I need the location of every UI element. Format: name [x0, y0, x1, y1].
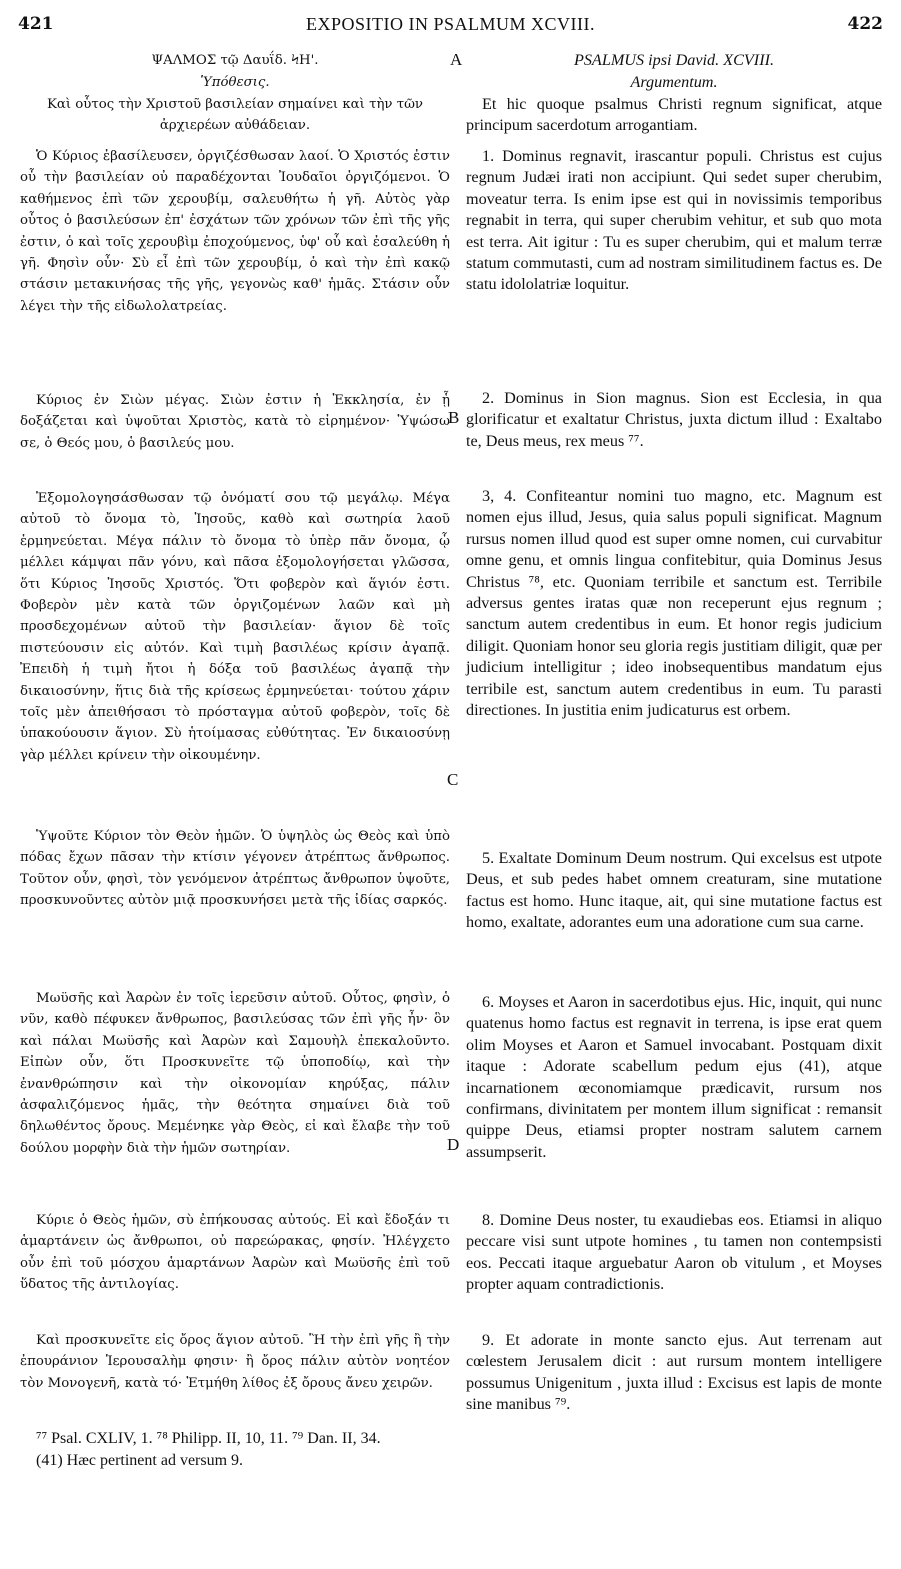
greek-verse-3-4: Ἐξομολογησάσθωσαν τῷ ὀνόματί σου τῷ μεγάλῳ. Μέγα αὐτοῦ τὸ ὄνομα τὸ, Ἰησοῦς, καθὸ καὶ σωτηρία λαοῦ ἑρμηνεύεται. Μέγα πάλιν τὸ ὄνομα τὸ ὑπὲρ πᾶν ὄνομα, ᾧ μέλλει κάμψαι πᾶν γόνυ, καὶ πᾶσα ἐξομολογήσεται γλῶσσα, ὅτι Κύριος Ἰησοῦς Χριστός. Ὅτι φοβερὸν καὶ ἅγιόν ἐστι. Φοβερὸν μὲν κατὰ τῶν ὀργιζομένων λαῶν καὶ μὴ προσδεχομένων αὐτοῦ τὴν βασιλείαν· ἅγιον δὲ τοῖς πιστεύουσιν εἰς αὐτόν. Καὶ τιμὴ βασιλέως κρίσιν ἀγαπᾷ. Ἐπειδὴ ἡ τιμὴ ἤτοι ἡ δόξα τοῦ βασιλέως ἀγαπᾷ τὴν δικαιοσύνην, ἥτις διὰ τῆς κρίσεως ἑρμηνεύεται· τούτου χάριν τοῖς μὲν ἀπειθήσασι τὸ πρόσταγμα αὐτοῦ φοβερὸν, τοῖς δὲ ὑπακούουσιν ἅγιον. Σὺ ἡτοίμασας εὐθύτητας. Ἐν δικαιοσύνῃ γὰρ μέλλει κρίνειν τὴν οἰκουμένην.: [20, 491, 450, 763]
latin-verse-5: 5. Exaltate Dominum Deum nostrum. Qui excelsus est utpote Deus, et sub pedes habet omnem creaturam, sine mutatione factus est homo. Hunc itaque, ait, qui sine mutatione factus est homo, exaltate, adorantes eum una adoratione cum sua carne.: [466, 849, 882, 932]
latin-verse-3-4: 3, 4. Confiteantur nomini tuo magno, etc. Magnum est nomen ejus illud, Jesus, quia salus populi significat. Magnum rursus nomen illud quod est super omne nomen, cui curvabitur omne genu, et omnis lingua confitebitur, quia Dominus Jesus Christus ⁷⁸, etc. Quoniam terribile et sanctum est. Terribile adversus gentes iratas quæ non receperunt ejus regnum ; sanctum autem credentibus in eum. Et honor regis judicium diligit. Quoniam honor seu gloria regis justitiam diligit, quæ per judicium intelligitur ; ideo inobsequentibus mandatum ejus terribile est, sanctum autem credentibus in eum. Tu parasti directiones. In justitia enim judicaturus est orbem.: [466, 487, 882, 720]
latin-verse-6: 6. Moyses et Aaron in sacerdotibus ejus. Hic, inquit, qui nunc quatenus homo factus est regnavit in terrena, is ipse erat quem olim Moyses et Aaron et Samuel invocabant. Postquam dixit itaque : Adorate scabellum pedum ejus (41), atque incarnationem œconomiamque prædicavit, rursum nos confirmans, divinitatem per montem illum significat : remansit quippe Deus, etiamsi propter nostram salutem carnem assumpserit.: [466, 993, 882, 1161]
page-number-left: 421: [18, 14, 54, 34]
latin-verse-1: 1. Dominus regnavit, irascantur populi. Christus est cujus regnum Judæi irati non accipiunt. Qui sedet super cherubim, moveatur terra. Is enim ipse est qui in novissimis temporibus regnabit in terra, qui super cherubim vehitur, et sub quo mota est terra. Ait igitur : Tu es super cherubim, qui et malum terræ statum commutasti, cum ad nostram similitudinem factus es. De statu idololatriæ loquitur.: [466, 147, 882, 294]
footnote-41: (41) Hæc pertinent ad versum 9.: [36, 1452, 244, 1469]
margin-marker-a: A: [450, 50, 463, 69]
greek-hypothesis: Καὶ οὗτος τὴν Χριστοῦ βασιλείαν σημαίνει καὶ τὴν τῶν ἀρχιερέων αὐθάδειαν.: [46, 97, 424, 134]
greek-title: ΨΑΛΜΟΣ τῷ Δαυΐδ. ϞΗ'.: [151, 53, 319, 68]
latin-verse-2: 2. Dominus in Sion magnus. Sion est Ecclesia, in qua glorificatur et exaltatur Christus, juxta dictum illud : Exaltabo te, Deus meus, rex meus ⁷⁷.: [466, 389, 882, 450]
margin-marker-c: C: [447, 770, 459, 789]
greek-verse-2: Κύριος ἐν Σιὼν μέγας. Σιὼν ἐστιν ἡ Ἐκκλησία, ἐν ᾗ δοξάζεται καὶ ὑψοῦται Χριστὸς, κατὰ τὸ εἰρημένον· Ὑψώσω σε, ὁ Θεός μου, ὁ βασιλεύς μου.: [20, 393, 450, 451]
margin-marker-b: B: [448, 408, 460, 427]
footnotes: [36, 1428, 876, 1472]
margin-marker-d: D: [447, 1135, 460, 1154]
latin-title: PSALMUS ipsi David. XCVIII.: [573, 51, 775, 69]
greek-verse-8: Κύριε ὁ Θεὸς ἡμῶν, σὺ ἐπήκουσας αὐτούς. Εἰ καὶ ἔδοξάν τι ἁμαρτάνειν ὡς ἄνθρωποι, οὐ παρεώρακας, φησίν. Ἠλέγχετο οὖν ἐπὶ τοῦ μόσχου ἁμαρτάνων Ἀαρὼν καὶ Μωϋσῆς ἐπὶ τοῦ ὕδατος τῆς ἀντιλογίας.: [20, 1213, 450, 1293]
greek-verse-9: Καὶ προσκυνεῖτε εἰς ὄρος ἅγιον αὐτοῦ. Ἢ τὴν ἐπὶ γῆς ἢ τὴν ἐπουράνιον Ἱερουσαλὴμ φησιν· ἢ ὄρος πάλιν αὐτὸν νοητέον τὸν Μονογενῆ, κατὰ τό· Ἐτμήθη λίθος ἐξ ὄρους ἄνευ χειρῶν.: [20, 1333, 450, 1391]
greek-verse-1: Ὁ Κύριος ἐβασίλευσεν, ὀργιζέσθωσαν λαοί. Ὁ Χριστός ἐστιν οὗ τὴν βασιλείαν οὐ παραδέχονται Ἰουδαῖοι ὀργιζόμενοι. Ὁ καθήμενος ἐπὶ τῶν χερουβίμ, σαλευθήτω ἡ γῆ. Αὐτὸς γὰρ οὗτος ὁ βασιλεύσων ἐπ' ἐσχάτων τῶν χρόνων τῶν ἐπὶ τῆς γῆς ἐστιν, ὁ καὶ τοῖς χερουβὶμ ἐποχούμενος, ὑφ' οὗ καὶ ἐσαλεύθη ἡ γῆ. Φησὶν οὖν· Σὺ εἶ ἐπὶ τῶν χερουβίμ, ὁ καὶ τὴν ἐπὶ κακῷ στάσιν μετακινήσας τῆς γῆς, γεγονὼς καθ' ἡμᾶς. Στάσιν οὖν λέγει τὴν τῆς εἰδωλολατρείας.: [20, 149, 450, 314]
latin-argument: Et hic quoque psalmus Christi regnum significat, atque principum sacerdotum arrogantiam.: [466, 95, 882, 135]
running-title: EXPOSITIO IN PSALMUM XCVIII.: [305, 14, 595, 34]
latin-verse-9: 9. Et adorate in monte sancto ejus. Aut terrenam aut cœlestem Jerusalem dicit : aut rursum montem intelligere possumus Unigenitum , juxta illud : Excisus est lapis de monte sine manibus ⁷⁹.: [466, 1331, 882, 1414]
greek-verse-6: Μωϋσῆς καὶ Ἀαρὼν ἐν τοῖς ἱερεῦσιν αὐτοῦ. Οὗτος, φησὶν, ὁ νῦν, καθὸ πέφυκεν ἄνθρωπος, βασιλεύσας τῶν ἐπὶ γῆς ἦν· ὃν καὶ πάλαι Μωϋσῆς καὶ Ἀαρὼν καὶ Σαμουὴλ ἐπεκαλοῦντο. Εἰπὼν οὖν, ὅτι Προσκυνεῖτε τῷ ὑποποδίῳ, καὶ τὴν ἐνανθρώπησιν καὶ τὴν οἰκονομίαν κηρύξας, πάλιν ἀσφαλιζόμενος ἡμᾶς, τὴν θεότητα σημαίνει διὰ τοῦ δηλωθέντος ὄρους. Μεμένηκε γὰρ Θεὸς, εἰ καὶ ἔλαβε τὴν τοῦ δούλου μορφὴν διὰ τὴν ἡμῶν σωτηρίαν.: [20, 991, 450, 1156]
latin-verse-8: 8. Domine Deus noster, tu exaudiebas eos. Etiamsi in aliquo peccare visi sunt utpote homines , tu tamen non contempsisti eos. Peccati itaque arguebatur Aaron ob vitulum , et Moyses propter aquam contradictionis.: [466, 1211, 882, 1294]
greek-verse-5: Ὑψοῦτε Κύριον τὸν Θεὸν ἡμῶν. Ὁ ὑψηλὸς ὡς Θεὸς καὶ ὑπὸ πόδας ἔχων πᾶσαν τὴν κτίσιν γέγονεν ἀτρέπτως ἄνθρωπος. Τοῦτον οὖν, φησὶ, τὸν γενόμενον ἀτρέπτως ἄνθρωπον ὑψοῦτε, προσκυνοῦντες αὐτὸν μιᾷ προσκυνήσει μετὰ τῆς ἰδίας σαρκός.: [20, 829, 450, 909]
page-number-right: 422: [847, 14, 883, 34]
footnote-references: ⁷⁷ Psal. CXLIV, 1. ⁷⁸ Philipp. II, 10, 11. ⁷⁹ Dan. II, 34.: [36, 1430, 381, 1447]
latin-subtitle: Argumentum.: [630, 73, 718, 91]
greek-subtitle: Ὑπόθεσις.: [200, 75, 270, 90]
page-header: [0, 14, 901, 42]
